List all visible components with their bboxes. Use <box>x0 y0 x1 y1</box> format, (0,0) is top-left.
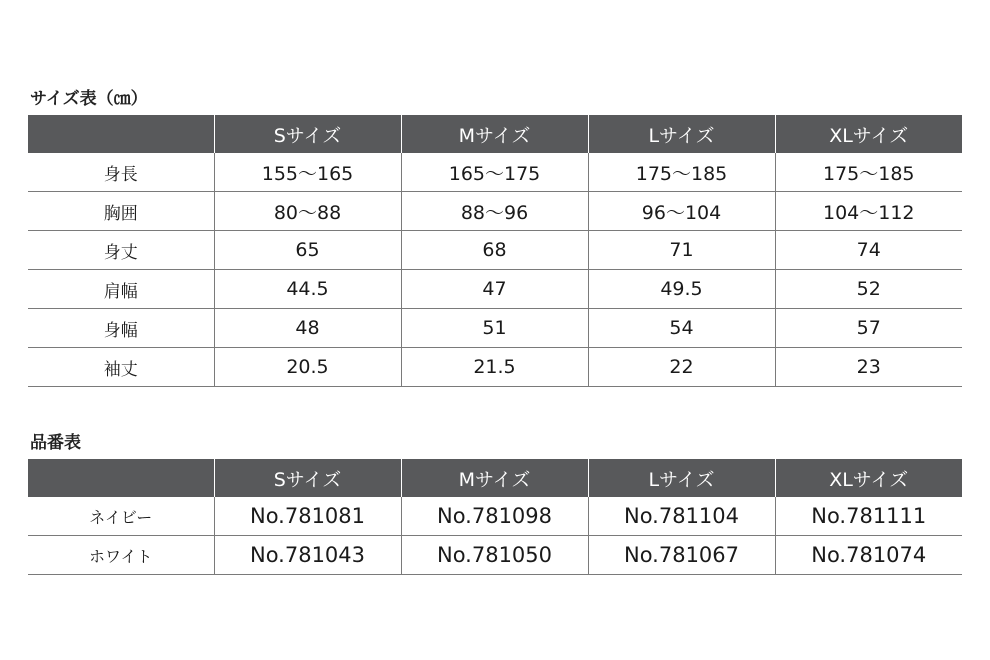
table-row <box>28 497 962 536</box>
table-row <box>28 270 962 309</box>
table-cell: No.781050 <box>401 536 588 575</box>
table-cell: 104〜112 <box>775 192 962 231</box>
table-cell: 44.5 <box>214 270 401 309</box>
table-cell: 57 <box>775 309 962 348</box>
table-cell: No.781098 <box>401 497 588 536</box>
size-table <box>28 115 962 387</box>
table-row <box>28 231 962 270</box>
table-cell: 21.5 <box>401 348 588 387</box>
size-header-xl: XLサイズ <box>775 115 962 153</box>
table-row <box>28 536 962 575</box>
row-label: 身幅 <box>28 309 214 348</box>
table-cell: No.781074 <box>775 536 962 575</box>
row-label: 身丈 <box>28 231 214 270</box>
table-cell: 47 <box>401 270 588 309</box>
table-cell: 155〜165 <box>214 153 401 192</box>
table-cell: 71 <box>588 231 775 270</box>
table-cell: 175〜185 <box>775 153 962 192</box>
table-cell: 52 <box>775 270 962 309</box>
table-cell: 96〜104 <box>588 192 775 231</box>
table-cell: 88〜96 <box>401 192 588 231</box>
row-label: 肩幅 <box>28 270 214 309</box>
table-cell: 74 <box>775 231 962 270</box>
product-number-table <box>28 459 962 575</box>
row-label: ホワイト <box>28 536 214 575</box>
row-label: ネイビー <box>28 497 214 536</box>
table-cell: No.781111 <box>775 497 962 536</box>
table-cell: 80〜88 <box>214 192 401 231</box>
product-header-l: Lサイズ <box>588 459 775 497</box>
table-cell: 20.5 <box>214 348 401 387</box>
table-cell: 48 <box>214 309 401 348</box>
table-cell: 51 <box>401 309 588 348</box>
product-header-blank <box>28 459 214 497</box>
table-cell: No.781104 <box>588 497 775 536</box>
table-row <box>28 153 962 192</box>
product-table-header-row <box>28 459 962 497</box>
table-cell: 165〜175 <box>401 153 588 192</box>
table-row <box>28 348 962 387</box>
product-header-m: Mサイズ <box>401 459 588 497</box>
row-label: 身長 <box>28 153 214 192</box>
table-cell: 54 <box>588 309 775 348</box>
product-header-s: Sサイズ <box>214 459 401 497</box>
table-cell: 23 <box>775 348 962 387</box>
row-label: 胸囲 <box>28 192 214 231</box>
size-header-l: Lサイズ <box>588 115 775 153</box>
size-table-header-row <box>28 115 962 153</box>
table-cell: 65 <box>214 231 401 270</box>
size-table-title: サイズ表（㎝） <box>30 89 148 109</box>
table-cell: 68 <box>401 231 588 270</box>
table-row <box>28 309 962 348</box>
row-label: 袖丈 <box>28 348 214 387</box>
table-cell: 49.5 <box>588 270 775 309</box>
size-header-blank <box>28 115 214 153</box>
product-table-title: 品番表 <box>30 433 81 453</box>
table-cell: 175〜185 <box>588 153 775 192</box>
size-header-m: Mサイズ <box>401 115 588 153</box>
table-cell: 22 <box>588 348 775 387</box>
product-header-xl: XLサイズ <box>775 459 962 497</box>
table-cell: No.781043 <box>214 536 401 575</box>
size-header-s: Sサイズ <box>214 115 401 153</box>
table-cell: No.781067 <box>588 536 775 575</box>
table-row <box>28 192 962 231</box>
table-cell: No.781081 <box>214 497 401 536</box>
